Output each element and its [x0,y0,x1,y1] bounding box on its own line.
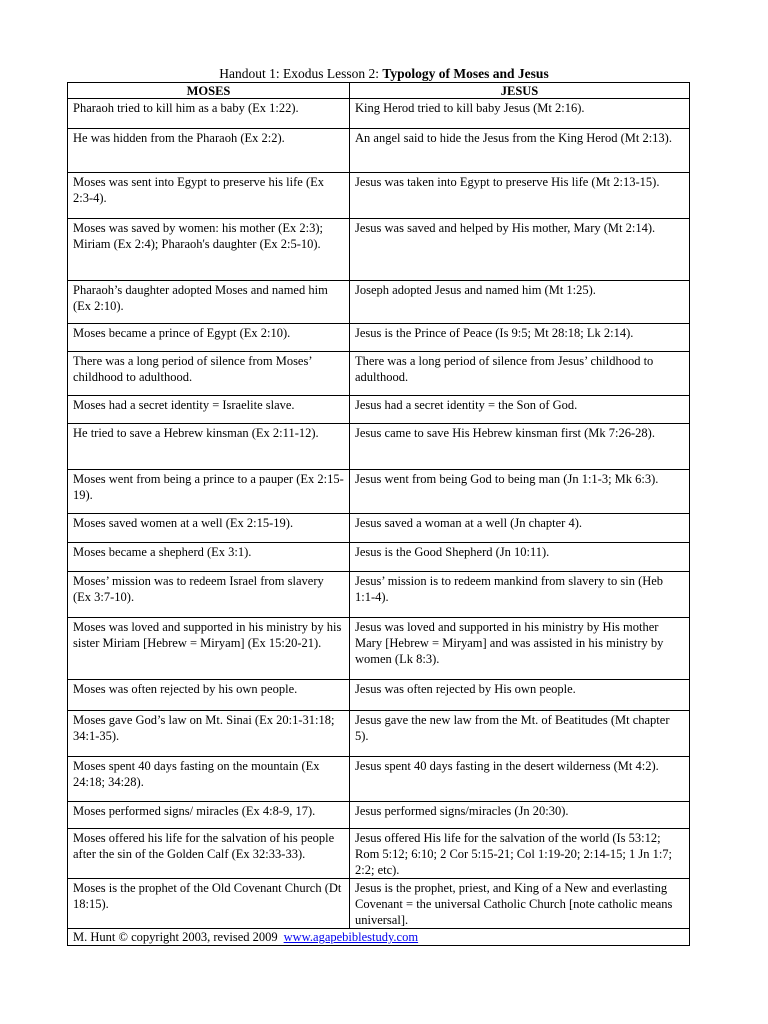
moses-cell: Moses was saved by women: his mother (Ex 2:3); Miriam (Ex 2:4); Pharaoh's daughter (Ex 2:5-10). [68,219,350,281]
moses-cell: Moses gave God’s law on Mt. Sinai (Ex 20:1-31:18; 34:1-35). [68,711,350,757]
table-row [68,352,690,396]
jesus-cell: Joseph adopted Jesus and named him (Mt 1:25). [350,281,690,324]
table-row [68,680,690,711]
jesus-cell: Jesus’ mission is to redeem mankind from slavery to sin (Heb 1:1-4). [350,572,690,618]
table-row [68,396,690,424]
jesus-cell: Jesus performed signs/miracles (Jn 20:30). [350,802,690,829]
jesus-cell: Jesus was saved and helped by His mother, Mary (Mt 2:14). [350,219,690,281]
moses-cell: There was a long period of silence from Moses’ childhood to adulthood. [68,352,350,396]
copyright-text: M. Hunt © copyright 2003, revised 2009 [73,930,278,944]
jesus-cell: Jesus gave the new law from the Mt. of Beatitudes (Mt chapter 5). [350,711,690,757]
table-row [68,173,690,219]
table-row [68,757,690,802]
table-header-row [68,83,690,99]
jesus-cell: Jesus is the Prince of Peace (Is 9:5; Mt 28:18; Lk 2:14). [350,324,690,352]
jesus-cell: King Herod tried to kill baby Jesus (Mt 2:16). [350,99,690,129]
jesus-cell: Jesus had a secret identity = the Son of God. [350,396,690,424]
table-row [68,424,690,470]
moses-cell: He tried to save a Hebrew kinsman (Ex 2:11-12). [68,424,350,470]
jesus-cell: Jesus saved a woman at a well (Jn chapter 4). [350,514,690,543]
website-link[interactable]: www.agapebiblestudy.com [283,930,419,944]
jesus-cell: Jesus came to save His Hebrew kinsman first (Mk 7:26-28). [350,424,690,470]
moses-cell: Moses was sent into Egypt to preserve his life (Ex 2:3-4). [68,173,350,219]
moses-cell: Moses was often rejected by his own people. [68,680,350,711]
table-row [68,711,690,757]
table-row [68,219,690,281]
moses-cell: Moses offered his life for the salvation of his people after the sin of the Golden Calf (Ex 32:33-33). [68,829,350,879]
jesus-cell: Jesus is the Good Shepherd (Jn 10:11). [350,543,690,572]
table-row [68,572,690,618]
jesus-cell: Jesus offered His life for the salvation of the world (Is 53:12; Rom 5:12; 6:10; 2 Cor 5:15-21; Col 1:19-20; 2:14-15; 1 Jn 1:7; 2:2; etc). [350,829,690,879]
jesus-cell: There was a long period of silence from Jesus’ childhood to adulthood. [350,352,690,396]
table-row [68,543,690,572]
moses-cell: Moses saved women at a well (Ex 2:15-19). [68,514,350,543]
moses-cell: Moses became a prince of Egypt (Ex 2:10). [68,324,350,352]
title-main: Typology of Moses and Jesus [382,66,549,81]
table-body [68,99,690,946]
moses-cell: Moses spent 40 days fasting on the mountain (Ex 24:18; 34:28). [68,757,350,802]
jesus-cell: Jesus spent 40 days fasting in the desert wilderness (Mt 4:2). [350,757,690,802]
column-header-moses: MOSES [68,83,350,99]
table-row [68,324,690,352]
moses-cell: Moses was loved and supported in his ministry by his sister Miriam [Hebrew = Miryam] (Ex 15:20-21). [68,618,350,680]
table-row [68,99,690,129]
moses-cell: Moses went from being a prince to a pauper (Ex 2:15-19). [68,470,350,514]
moses-cell: He was hidden from the Pharaoh (Ex 2:2). [68,129,350,173]
jesus-cell: Jesus went from being God to being man (Jn 1:1-3; Mk 6:3). [350,470,690,514]
table-row [68,129,690,173]
table-row [68,802,690,829]
jesus-cell: Jesus was taken into Egypt to preserve His life (Mt 2:13-15). [350,173,690,219]
table-row [68,514,690,543]
jesus-cell: An angel said to hide the Jesus from the King Herod (Mt 2:13). [350,129,690,173]
moses-cell: Moses had a secret identity = Israelite slave. [68,396,350,424]
footer-cell [68,929,690,946]
table-row [68,470,690,514]
moses-cell: Moses’ mission was to redeem Israel from slavery (Ex 3:7-10). [68,572,350,618]
table-row [68,829,690,879]
footer-row [68,929,690,946]
title-prefix: Handout 1: Exodus Lesson 2: [219,66,383,81]
jesus-cell: Jesus is the prophet, priest, and King of a New and everlasting Covenant = the universal Catholic Church [note catholic means universal]. [350,879,690,929]
moses-cell: Moses is the prophet of the Old Covenant Church (Dt 18:15). [68,879,350,929]
jesus-cell: Jesus was loved and supported in his ministry by His mother Mary [Hebrew = Miryam] and was assisted in his ministry by women (Lk 8:3). [350,618,690,680]
moses-cell: Moses performed signs/ miracles (Ex 4:8-9, 17). [68,802,350,829]
typology-table [67,82,690,946]
table-row [68,618,690,680]
page-title [0,66,768,82]
moses-cell: Pharaoh tried to kill him as a baby (Ex 1:22). [68,99,350,129]
moses-cell: Pharaoh’s daughter adopted Moses and named him (Ex 2:10). [68,281,350,324]
jesus-cell: Jesus was often rejected by His own people. [350,680,690,711]
moses-cell: Moses became a shepherd (Ex 3:1). [68,543,350,572]
table-row [68,281,690,324]
table-row [68,879,690,929]
column-header-jesus: JESUS [350,83,690,99]
